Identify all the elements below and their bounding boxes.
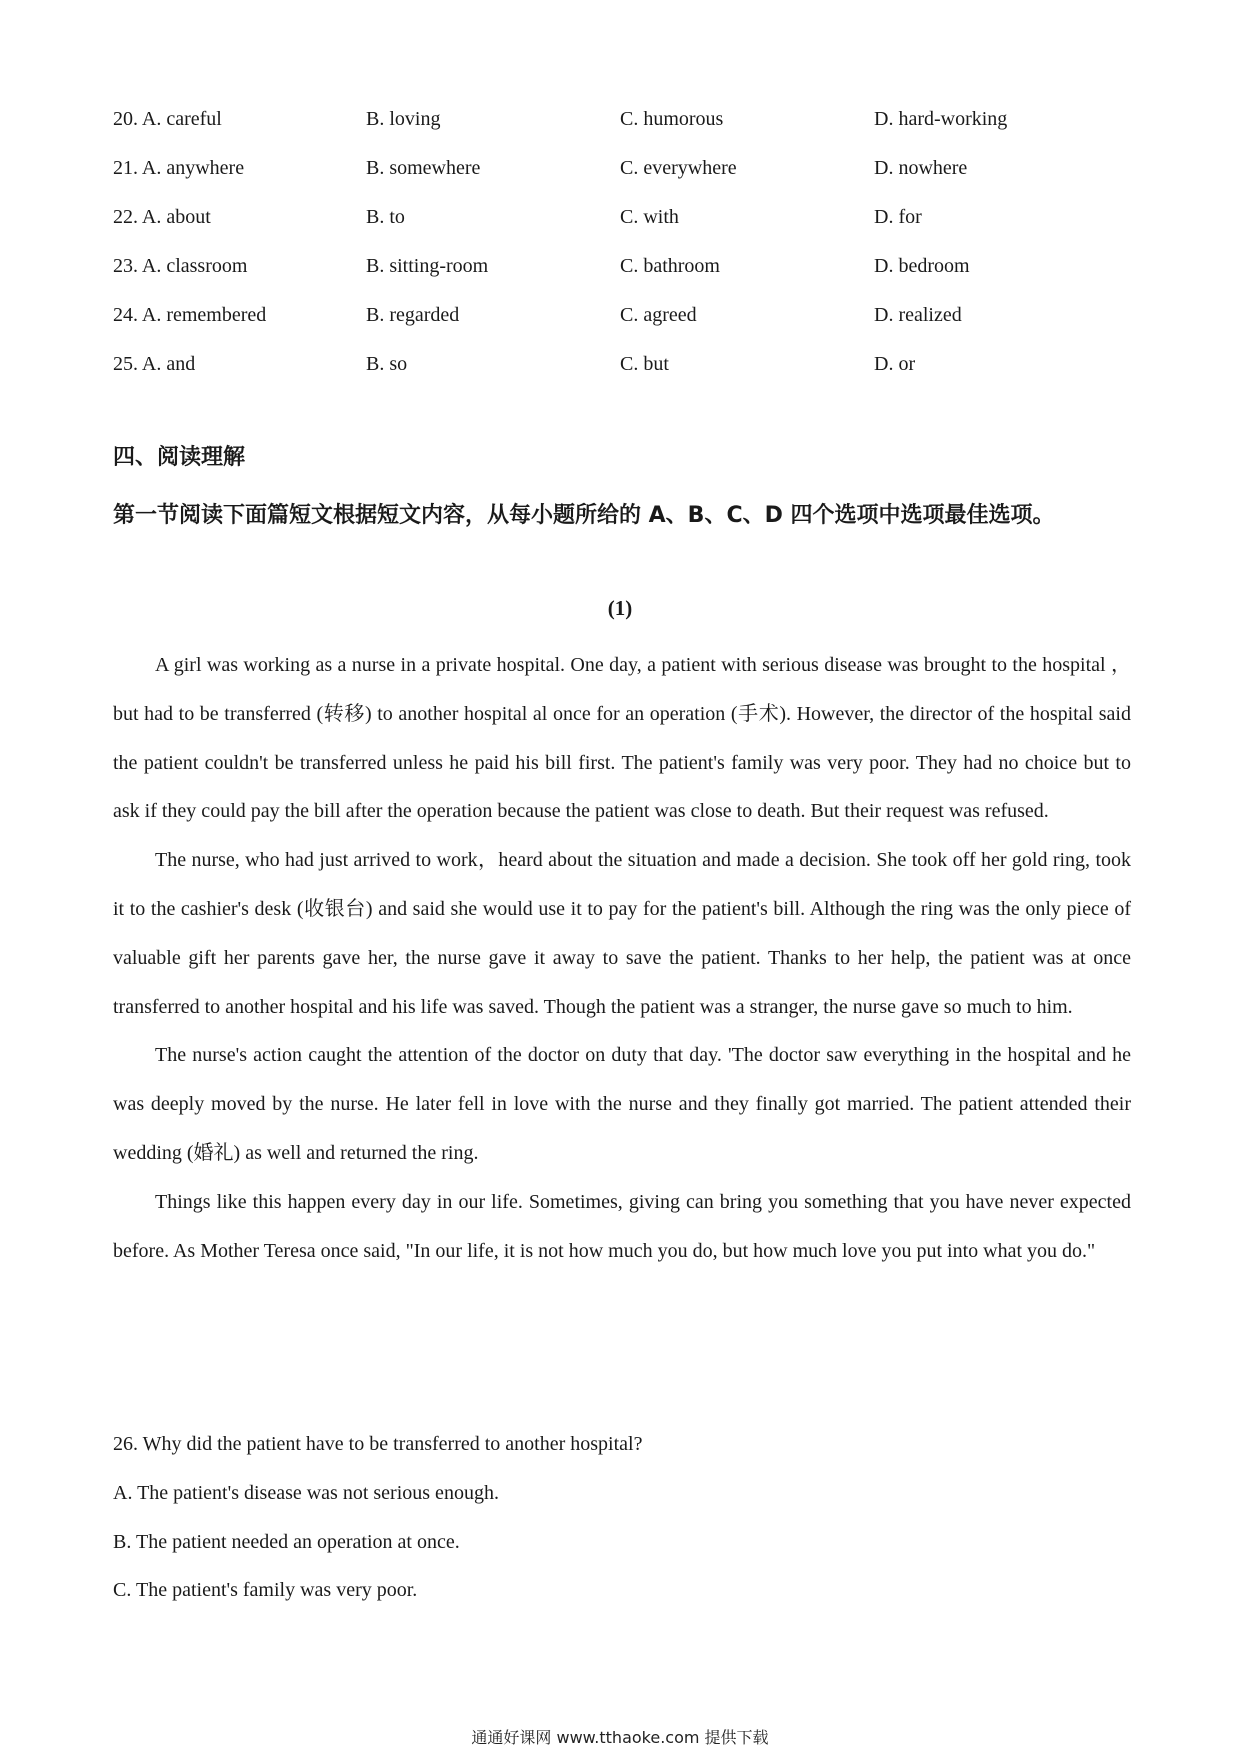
option-a: 22. A. about xyxy=(113,206,211,228)
cloze-options xyxy=(113,104,1133,398)
passage-paragraph: The nurse, who had just arrived to work，heard about the situation and made a decision. She took off her gold ring, took it to the cashier's desk (收银台) and said she would use it to pay for the patient's bill. Although the ring was the only piece of valuable gift her parents gave her, the nurse gave it away to save the patient. Thanks to her help, the patient was at once transferred to another hospital and his life was saved. Though the patient was a stranger, the nurse gave so much to him. xyxy=(113,849,1131,1018)
option-row xyxy=(113,300,1133,349)
option-c: C. agreed xyxy=(620,304,697,326)
passage-number: (1) xyxy=(607,596,633,620)
option-d: D. or xyxy=(874,353,916,375)
option-a: 25. A. and xyxy=(113,353,196,375)
question-26 xyxy=(113,1420,1131,1615)
section-instruction: 第一节阅读下面篇短文根据短文内容，从每小题所给的 A、B、C、D 四个选项中选项最佳选项。 xyxy=(113,503,1055,528)
section-title: 四、阅读理解 xyxy=(113,445,246,470)
option-d: D. realized xyxy=(874,304,962,326)
option-d: D. hard-working xyxy=(874,108,1008,130)
passage-paragraph: Things like this happen every day in our life. Sometimes, giving can bring you something that you have never expected before. As Mother Teresa once said, "In our life, it is not how much you do, but how much love you put into what you do." xyxy=(113,1190,1131,1262)
question-choice: C. The patient's family was very poor. xyxy=(113,1579,418,1602)
question-choice: B. The patient needed an operation at once. xyxy=(113,1530,460,1553)
option-row xyxy=(113,349,1133,398)
option-b: B. so xyxy=(366,353,408,375)
option-d: D. nowhere xyxy=(874,157,968,179)
option-a: 24. A. remembered xyxy=(113,304,267,326)
option-a: 20. A. careful xyxy=(113,108,222,130)
passage-paragraph: A girl was working as a nurse in a private hospital. One day, a patient with serious disease was brought to the hospital ，but had to be transferred (转移) to another hospital al once for an operation (手术). However, the director of the hospital said the patient couldn't be transferred unless he paid his bill first. The patient's family was very poor. They had no choice but to ask if they could pay the bill after the operation because the patient was close to death. But their request was refused. xyxy=(113,654,1131,823)
option-c: C. humorous xyxy=(620,108,724,130)
option-b: B. somewhere xyxy=(366,157,481,179)
question-stem: 26. Why did the patient have to be transferred to another hospital? xyxy=(113,1433,643,1455)
option-b: B. to xyxy=(366,206,405,228)
option-c: C. bathroom xyxy=(620,255,720,277)
option-a: 23. A. classroom xyxy=(113,255,248,277)
option-row xyxy=(113,202,1133,251)
option-d: D. bedroom xyxy=(874,255,970,277)
option-b: B. sitting-room xyxy=(366,255,489,277)
option-row xyxy=(113,153,1133,202)
question-choice: A. The patient's disease was not serious enough. xyxy=(113,1481,499,1504)
page-footer: 通通好课网 www.tthaoke.com 提供下载 xyxy=(471,1728,769,1747)
option-c: C. but xyxy=(620,353,669,375)
option-b: B. regarded xyxy=(366,304,460,326)
option-d: D. for xyxy=(874,206,922,228)
option-b: B. loving xyxy=(366,108,441,130)
passage-paragraph: The nurse's action caught the attention of the doctor on duty that day. 'The doctor saw everything in the hospital and he was deeply moved by the nurse. He later fell in love with the nurse and they finally got married. The patient attended their wedding (婚礼) as well and returned the ring. xyxy=(113,1044,1131,1164)
option-c: C. everywhere xyxy=(620,157,737,179)
reading-passage xyxy=(113,641,1131,1275)
option-row xyxy=(113,251,1133,300)
option-row xyxy=(113,104,1133,153)
option-a: 21. A. anywhere xyxy=(113,157,245,179)
option-c: C. with xyxy=(620,206,679,228)
